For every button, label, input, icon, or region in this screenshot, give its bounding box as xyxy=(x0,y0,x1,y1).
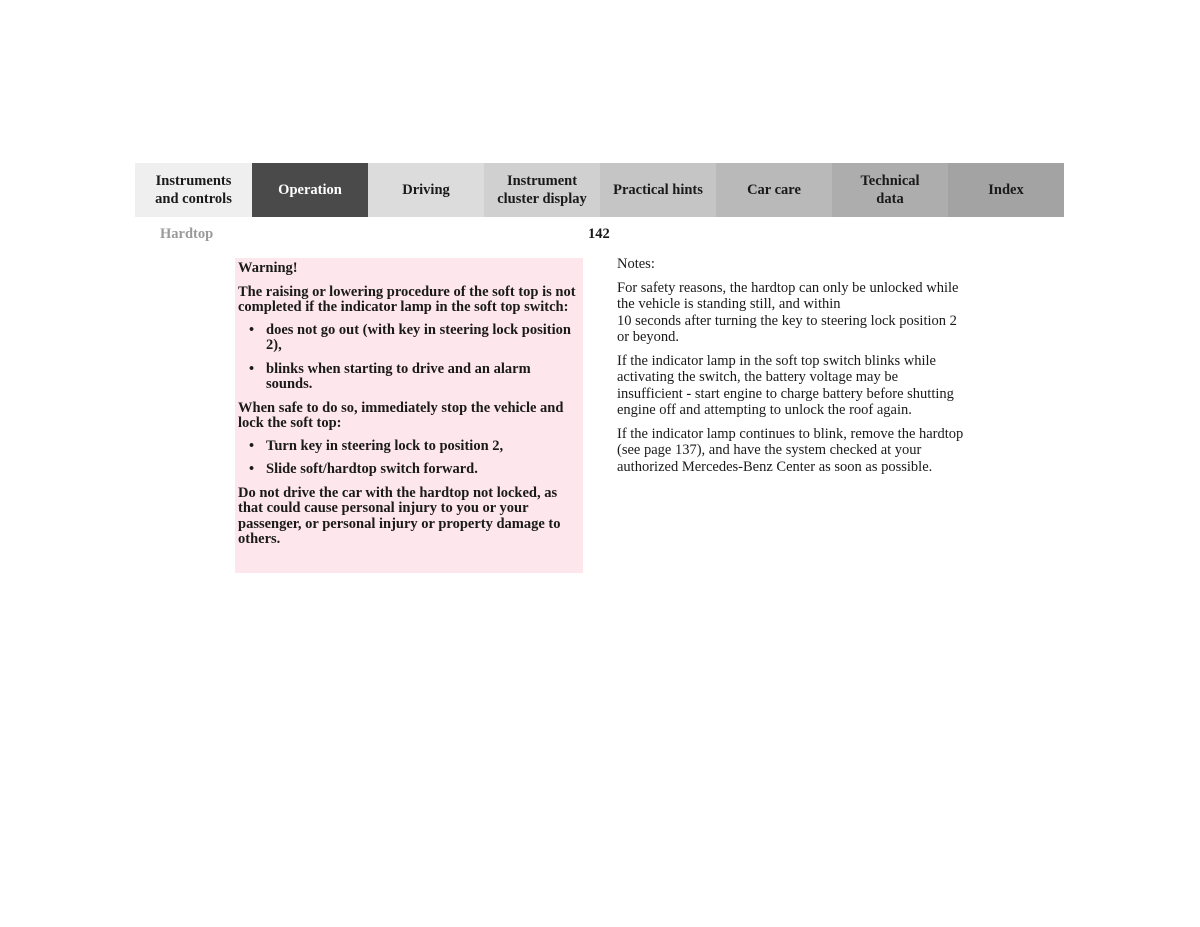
tab-practical-hints[interactable]: Practical hints xyxy=(600,163,716,217)
notes-paragraph: For safety reasons, the hardtop can only be unlocked while the vehicle is standing still, and within 10 seconds after turning the key to steering lock position 2 or beyond. xyxy=(617,279,959,345)
notes-section xyxy=(617,256,967,482)
warning-closing: Do not drive the car with the hardtop not locked, as that could cause personal injury to you or your passenger, or personal injury or property damage to others. xyxy=(238,484,561,547)
list-item: • does not go out (with key in steering lock position 2), xyxy=(238,323,579,354)
tab-instruments-and-controls[interactable]: Instruments and controls xyxy=(135,163,252,217)
warning-conditions-list xyxy=(238,323,579,393)
list-item: • Slide soft/hardtop switch forward. xyxy=(238,462,579,478)
tab-operation[interactable]: Operation xyxy=(252,163,368,217)
section-title: Hardtop xyxy=(160,226,214,242)
section-tab-bar xyxy=(135,163,1064,217)
tab-technical-data[interactable]: Technical data xyxy=(832,163,948,217)
list-item: • blinks when starting to drive and an alarm sounds. xyxy=(238,362,579,393)
notes-label: Notes: xyxy=(617,256,655,272)
tab-car-care[interactable]: Car care xyxy=(716,163,832,217)
warning-action-intro: When safe to do so, immediately stop the vehicle and lock the soft top: xyxy=(238,399,564,431)
warning-box xyxy=(235,258,583,573)
notes-paragraph: If the indicator lamp continues to blink, remove the hardtop (see page 137), and have the system checked at your authorized Mercedes-Benz Center as soon as possible. xyxy=(617,425,964,475)
tab-instrument-cluster-display[interactable]: Instrument cluster display xyxy=(484,163,600,217)
list-item: • Turn key in steering lock to position 2, xyxy=(238,439,579,455)
page-number: 142 xyxy=(588,226,610,242)
warning-actions-list xyxy=(238,439,579,478)
warning-heading: Warning! xyxy=(238,260,298,276)
notes-paragraph: If the indicator lamp in the soft top switch blinks while activating the switch, the battery voltage may be insufficient - start engine to charge battery before shutting engine off and attempting to unlock the roof again. xyxy=(617,352,954,418)
warning-intro: The raising or lowering procedure of the soft top is not completed if the indicator lamp in the soft top switch: xyxy=(238,283,576,315)
tab-index[interactable]: Index xyxy=(948,163,1064,217)
tab-driving[interactable]: Driving xyxy=(368,163,484,217)
